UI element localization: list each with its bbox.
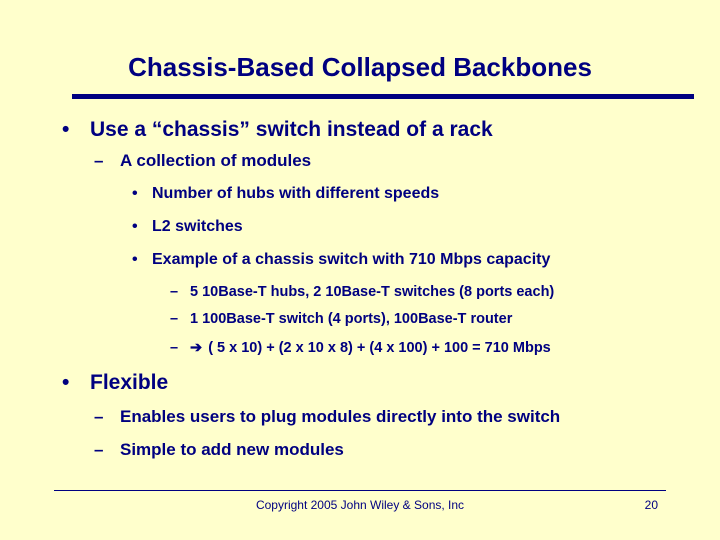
subitem-text: A collection of modules [120, 151, 312, 170]
dash-marker: – [170, 284, 179, 300]
detail-text: ( 5 x 10) + (2 x 10 x 8) + (4 x 100) + 100 = 710 Mbps [208, 340, 551, 356]
subsubitem-l2-switches [132, 218, 243, 236]
footer-divider [54, 490, 666, 491]
detail-hubs-switches [170, 284, 554, 300]
bullet-text: Flexible [90, 371, 169, 394]
dash-marker: – [170, 340, 179, 356]
footer-copyright: Copyright 2005 John Wiley & Sons, Inc [255, 498, 465, 512]
detail-100base-t [170, 311, 512, 327]
bullet-chassis-switch [62, 118, 493, 142]
page-number: 20 [644, 498, 658, 512]
bullet-marker: • [132, 251, 138, 268]
detail-text: 1 100Base-T switch (4 ports), 100Base-T router [190, 311, 513, 327]
subsubitem-example [132, 251, 550, 269]
bullet-text: Use a “chassis” switch instead of a rack [90, 118, 493, 141]
dash-marker: – [94, 151, 104, 170]
bullet-flexible [62, 371, 168, 395]
bullet-marker: • [62, 371, 70, 394]
bullet-marker: • [62, 118, 70, 141]
arrow-icon: ➔ [190, 340, 203, 356]
subsubitem-text: L2 switches [152, 218, 243, 235]
dash-marker: – [170, 311, 179, 327]
subitem-collection-of-modules [94, 151, 311, 171]
detail-text: 5 10Base-T hubs, 2 10Base-T switches (8 ports each) [190, 284, 555, 300]
subitem-text: Enables users to plug modules directly into the switch [120, 407, 561, 426]
bullet-marker: • [132, 185, 138, 202]
subsubitem-text: Number of hubs with different speeds [152, 185, 440, 202]
subsubitem-text: Example of a chassis switch with 710 Mbps capacity [152, 251, 551, 268]
dash-marker: – [94, 407, 104, 426]
subitem-simple-to-add [94, 440, 344, 460]
subitem-text: Simple to add new modules [120, 440, 344, 459]
dash-marker: – [94, 440, 104, 459]
slide-title: Chassis-Based Collapsed Backbones [128, 52, 592, 82]
subitem-enables-users [94, 407, 560, 427]
detail-capacity-calc [170, 340, 551, 356]
bullet-marker: • [132, 218, 138, 235]
subsubitem-hubs [132, 185, 439, 203]
title-underline [72, 94, 694, 99]
